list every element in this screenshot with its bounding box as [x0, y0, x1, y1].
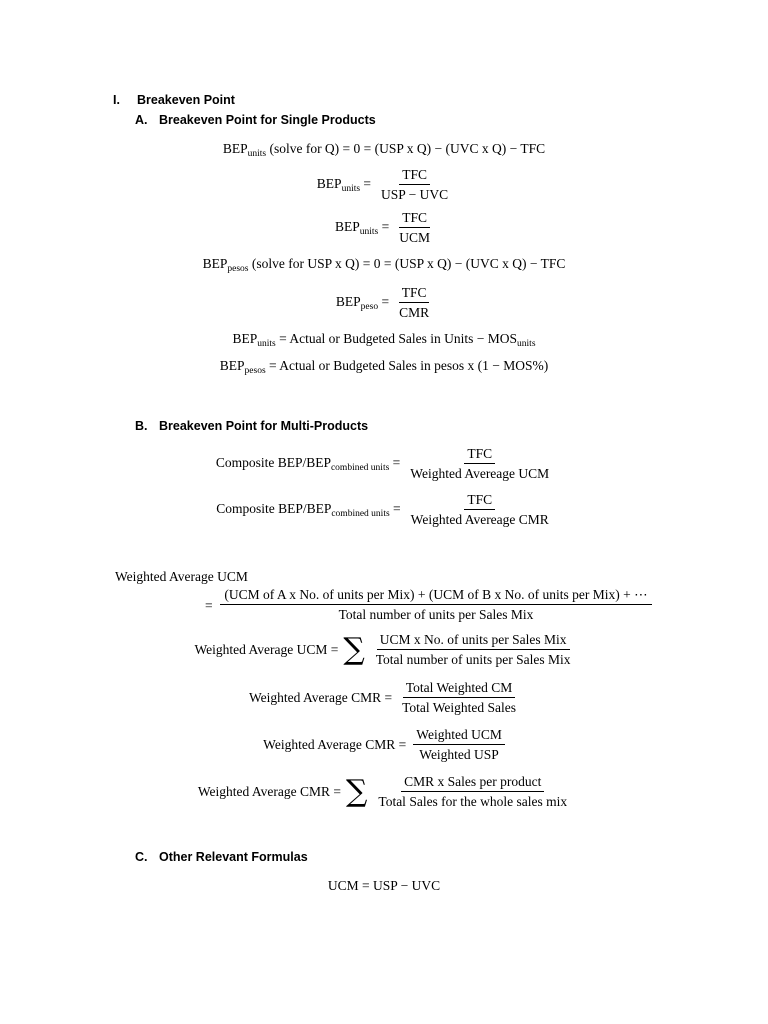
- formula-composite-bep-ucm: Composite BEP/$BEP_{combined units}$ = $\frac{\text{TFC}}{\text{Weighted Avereage UCM}}$: [0, 445, 768, 482]
- section-heading-multi-products: [135, 419, 368, 433]
- formula-bep-pesos-solve: $BEP_{pesos}$ (solve for USP x Q) = 0 = (USP x Q) − (UVC x Q) − TFC: [202, 256, 566, 274]
- section-heading-other-formulas: [135, 850, 308, 864]
- formula-weighted-cmr-ucm-usp: Weighted Average CMR = $\frac{\text{Weighted UCM}}{\text{Weighted USP}}$: [0, 726, 768, 763]
- formula-weighted-cmr-sigma: Weighted Average CMR = ∑ $\frac{\text{CMR x Sales per product}}{\text{Total Sales for the whole sales mix}}$: [0, 773, 768, 810]
- weighted-ucm-numerator: (UCM of A x No. of units per Mix) + (UCM of B x No. of units per Mix) + ⋯: [220, 586, 652, 605]
- section-title: Breakeven Point for Multi-Products: [159, 419, 369, 433]
- section-title: Other Relevant Formulas: [159, 850, 308, 864]
- fraction: $\frac{\text{TFC}}{\text{CMR}}$: [399, 285, 430, 320]
- formula-bep-pesos-mos: $BEP_{pesos}$ = Actual or Budgeted Sales in pesos x (1 − MOS%): [219, 358, 549, 376]
- section-heading-breakeven-point: [113, 93, 235, 107]
- formula-weighted-ucm-sigma: Weighted Average UCM = ∑ $\frac{\text{UCM x No. of units per Sales Mix}}{\text{Total number of units per Sales Mix}}$: [0, 631, 768, 668]
- fraction: $\frac{\text{TFC}}{\text{USP − UVC}}$: [381, 167, 449, 202]
- fraction: $\frac{\text{Total Weighted CM}}{\text{Total Weighted Sales}}$: [402, 680, 517, 715]
- weighted-ucm-denominator: Total number of units per Sales Mix: [338, 607, 534, 622]
- sigma-symbol: ∑: [345, 773, 368, 809]
- section-marker: I.: [113, 93, 120, 107]
- formula-composite-bep-cmr: Composite BEP/$BEP_{combined units}$ = $\frac{\text{TFC}}{\text{Weighted Avereage CMR}}$: [0, 491, 768, 528]
- section-marker: A.: [135, 113, 148, 127]
- section-heading-single-products: [135, 113, 376, 127]
- weighted-average-ucm-label: Weighted Average UCM: [115, 569, 248, 584]
- formula-weighted-cmr-total: Weighted Average CMR = $\frac{\text{Total Weighted CM}}{\text{Total Weighted Sales}}$: [0, 679, 768, 716]
- sigma-symbol: ∑: [343, 631, 365, 667]
- formula-bep-units-fraction: $BEP_{units}$ = $\frac{\text{TFC}}{\text{USP − UVC}}$: [0, 166, 768, 203]
- formula-bep-units-ucm: $BEP_{units}$ = $\frac{\text{TFC}}{\text{UCM}}$: [0, 209, 768, 246]
- fraction: $\frac{\text{UCM x No. of units per Sales Mix}}{\text{Total number of units per Sales Mix}}$: [375, 632, 571, 667]
- section-marker: C.: [135, 850, 148, 864]
- section-title: Breakeven Point for Single Products: [159, 113, 376, 127]
- equals-sign: =: [205, 598, 213, 613]
- formula-bep-peso-cmr: $BEP_{peso}$ = $\frac{\text{TFC}}{\text{CMR}}$: [0, 284, 768, 321]
- formula-bep-units-mos: $BEP_{units}$ = Actual or Budgeted Sales in Units − $MOS_{units}$: [232, 331, 536, 349]
- fraction: $\frac{\text{CMR x Sales per product}}{\text{Total Sales for the whole sales mix}}$: [378, 774, 568, 809]
- fraction: $\frac{\text{TFC}}{\text{UCM}}$: [399, 210, 430, 245]
- section-title: Breakeven Point: [137, 93, 235, 107]
- section-marker: B.: [135, 419, 148, 433]
- fraction: $\frac{\text{Weighted UCM}}{\text{Weighted USP}}$: [413, 726, 505, 763]
- formula-bep-units-solve-q: $BEP_{units}$ (solve for Q) = 0 = (USP x Q) − (UVC x Q) − TFC: [222, 141, 546, 159]
- fraction: $\frac{\text{TFC}}{\text{Weighted Avereage CMR}}$: [410, 492, 549, 527]
- fraction: $\frac{\text{TFC}}{\text{Weighted Avereage UCM}}$: [410, 446, 550, 481]
- formula-ucm: UCM = USP − UVC: [327, 878, 441, 893]
